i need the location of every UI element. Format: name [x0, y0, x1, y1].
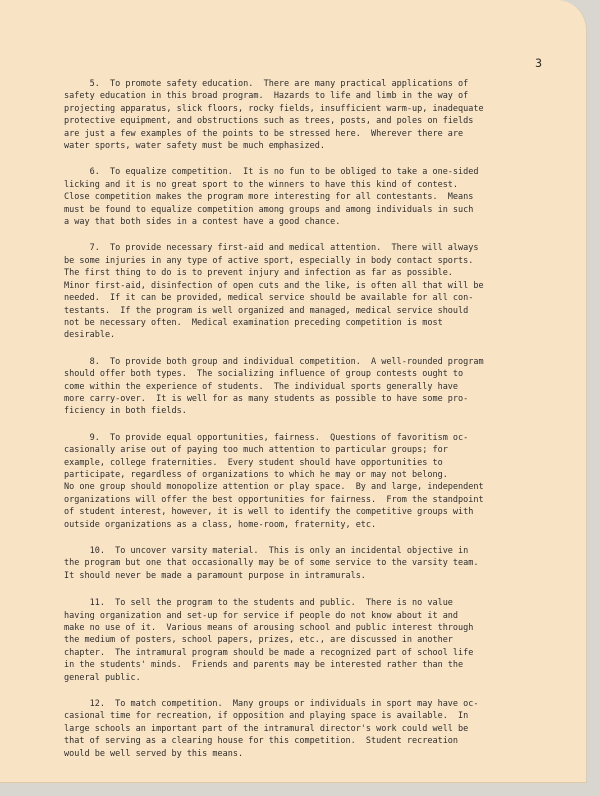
- paragraph-first-aid: 7. To provide necessary first-aid and medical attention. There will always be some injuries in any type of active sport, especially in body contact sports. The first thing to do is to prevent injury and infection as far as possible. Minor first-aid, disinfection of open cuts and the like, is often all that will be needed. If it can be provided, medical service should be available for all con- testants. If the program is well organized and managed, medical service should not be necessary often. Medical examination preceding competition is most desirable.: [64, 243, 484, 341]
- document-body: [64, 78, 554, 774]
- page-number: 3: [535, 56, 542, 70]
- paragraph-match-competition: 12. To match competition. Many groups or individuals in sport may have oc- casional time for recreation, if opposition and playing space is available. In large schools an important part of the intramural director's work could well be that of serving as a clearing house for this competition. Student recreation would be well served by this means.: [64, 699, 479, 759]
- paragraph-sell-program: 11. To sell the program to the students and public. There is no value having organization and set-up for service if people do not know about it and make no use of it. Various means of arousing school and public interest through the medium of posters, school papers, prizes, etc., are discussed in another chapter. The intramural program should be made a recognized part of school life in the students' minds. Friends and parents may be interested rather than the general public.: [64, 598, 474, 683]
- paragraph-varsity-material: 10. To uncover varsity material. This is only an incidental objective in the program but one that occasionally may be of some service to the varsity team. It should never be made a paramount purpose in intramurals.: [64, 546, 479, 581]
- paragraph-safety-education: 5. To promote safety education. There are many practical applications of safety education in this broad program. Hazards to life and limb in the way of projecting apparatus, slick floors, rocky fields, insufficient warm-up, inadequate protective equipment, and obstructions such as trees, posts, and poles on fields are just a few examples of the points to be stressed here. Wherever there are water sports, water safety must be much emphasized.: [64, 79, 484, 152]
- paragraph-fairness: 9. To provide equal opportunities, fairness. Questions of favoritism oc- casionally arise out of paying too much attention to particular groups; for example, college fraternities. Every student should have opportunities to participate, regardless of organizations to which he may or may not belong. No one group should monopolize attention or play space. By and large, independent organizations will offer the best opportunities for fairness. From the standpoint of student interest, however, it is well to identify the competitive groups with outside organizations as a class, home-room, fraternity, etc.: [64, 432, 484, 530]
- paragraph-group-individual: 8. To provide both group and individual competition. A well-rounded program should offer both types. The socializing influence of group contests ought to come within the experience of students. The individual sports generally have more carry-over. It is well for as many students as possible to have some pro- ficiency in both fields.: [64, 356, 484, 417]
- paragraph-equalize-competition: 6. To equalize competition. It is no fun to be obliged to take a one-sided licking and it is no great sport to the winners to have this kind of contest. Close competition makes the program more interesting for all contestants. Means must be found to equalize competition among groups and among individuals in such a way that both sides in a contest have a good chance.: [64, 167, 479, 228]
